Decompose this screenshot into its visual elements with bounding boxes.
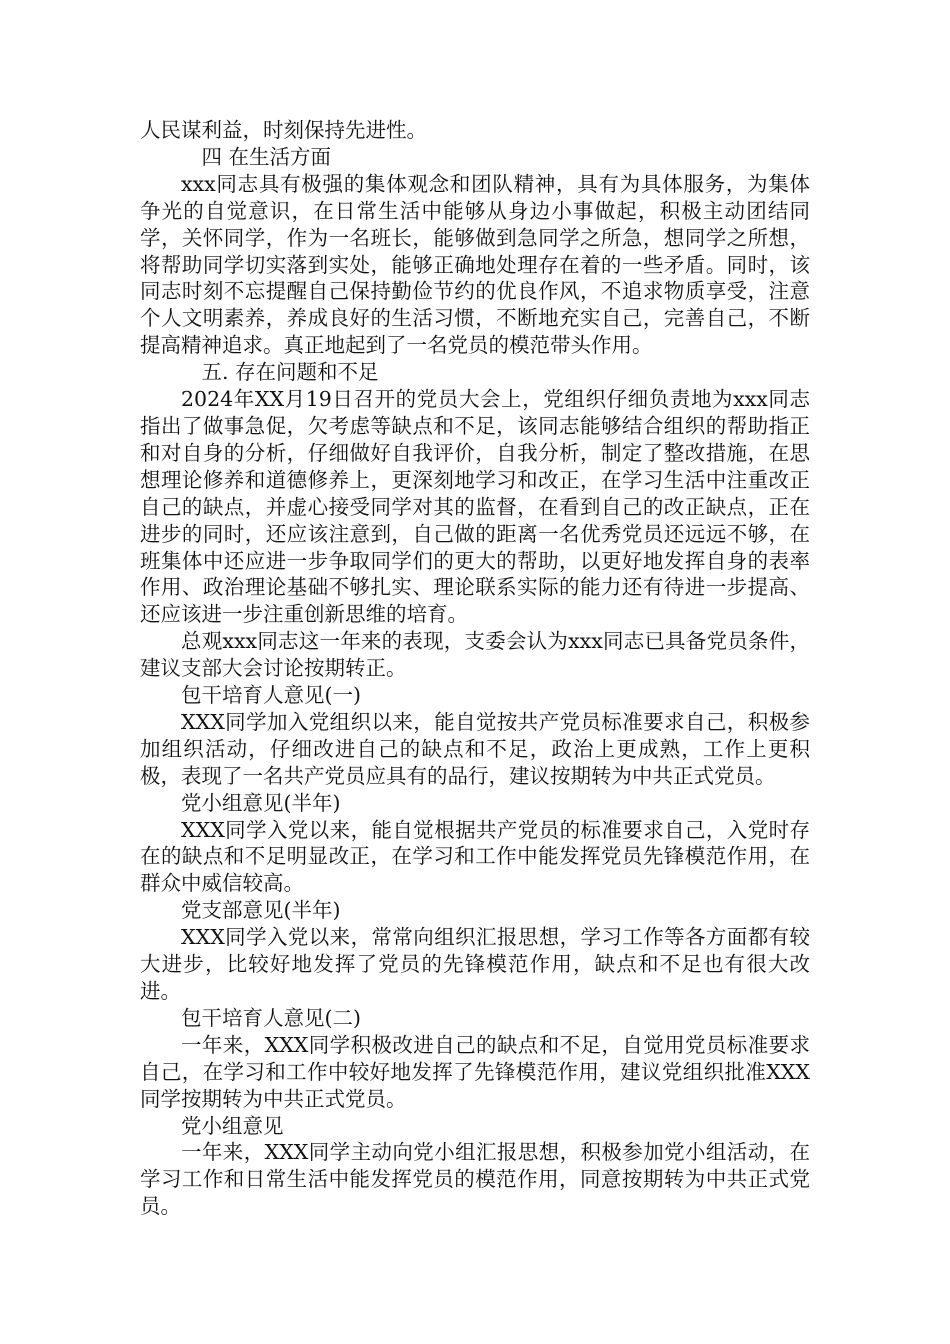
opinion-group-half-year: XXX同学入党以来，能自觉根据共产党员的标准要求自己，入党时存在的缺点和不足明显改正，在学习和工作中能发挥党员先锋模范作用，在群众中威信较高。 [140,817,810,896]
section-heading-life: 四 在生活方面 [201,144,332,169]
section-heading-problems: 五. 存在问题和不足 [201,360,379,385]
opinion-heading-mentor-1: 包干培育人意见(一) [181,683,361,708]
paragraph-life: xxx同志具有极强的集体观念和团队精神，具有为具体服务，为集体争光的自觉意识，在日常生活中能够从身边小事做起，积极主动团结同学，关怀同学，作为一名班长，能够做到急同学之所急，想同学之所想，将帮助同学切实落到实处，能够正确地处理存在着的一些矛盾。同时，该同志时刻不忘提醒自己保持勤俭节约的优良作风，不追求物质享受，注意个人文明素养，养成良好的生活习惯，不断地充实自己，完善自己，不断提高精神追求。真正地起到了一名党员的模范带头作用。 [140,171,810,358]
opinion-heading-mentor-2: 包干培育人意见(二) [181,1005,361,1030]
paragraph-continued: 人民谋利益，时刻保持先进性。 [140,118,427,142]
opinion-heading-group-half-year: 党小组意见(半年) [181,790,341,815]
opinion-branch-half-year: XXX同学入党以来，常常向组织汇报思想，学习工作等各方面都有较大进步，比较好地发挥了党员的先锋模范作用，缺点和不足也有很大改进。 [140,925,810,1003]
opinion-mentor-2: 一年来，XXX同学积极改进自己的缺点和不足，自觉用党员标准要求自己，在学习和工作中较好地发挥了先锋模范作用，建议党组织批准XXX同学按期转为中共正式党员。 [140,1032,810,1111]
document-body [140,117,810,1220]
paragraph-summary: 总观xxx同志这一年来的表现，支委会认为xxx同志已具备党员条件，建议支部大会讨论按期转正。 [140,629,810,681]
opinion-heading-branch-half-year: 党支部意见(半年) [181,898,341,923]
opinion-mentor-1: XXX同学加入党组织以来，能自觉按共产党员标准要求自己，积极参加组织活动，仔细改进自己的缺点和不足，政治上更成熟，工作上更积极，表现了一名共产党员应具有的品行，建议按期转为中共正式党员。 [140,709,810,788]
paragraph-problems: 2024年XX月19日召开的党员大会上，党组织仔细负责地为xxx同志指出了做事急促，欠考虑等缺点和不足，该同志能够结合组织的帮助指正和对自身的分析，仔细做好自我评价，自我分析，制定了整改措施，在思想理论修养和道德修养上，更深刻地学习和改正，在学习生活中注重改正自己的缺点，并虚心接受同学对其的监督，在看到自己的改正缺点，正在进步的同时，还应该注意到，自己做的距离一名优秀党员还远远不够，在班集体中还应进一步争取同学们的更大的帮助，以更好地发挥自身的表率作用、政治理论基础不够扎实、理论联系实际的能力还有待进一步提高、还应该进一步注重创新思维的培育。 [140,387,810,627]
opinion-group: 一年来，XXX同学主动向党小组汇报思想，积极参加党小组活动，在学习工作和日常生活中能发挥党员的模范作用，同意按期转为中共正式党员。 [140,1140,810,1219]
opinion-heading-group: 党小组意见 [181,1113,284,1138]
